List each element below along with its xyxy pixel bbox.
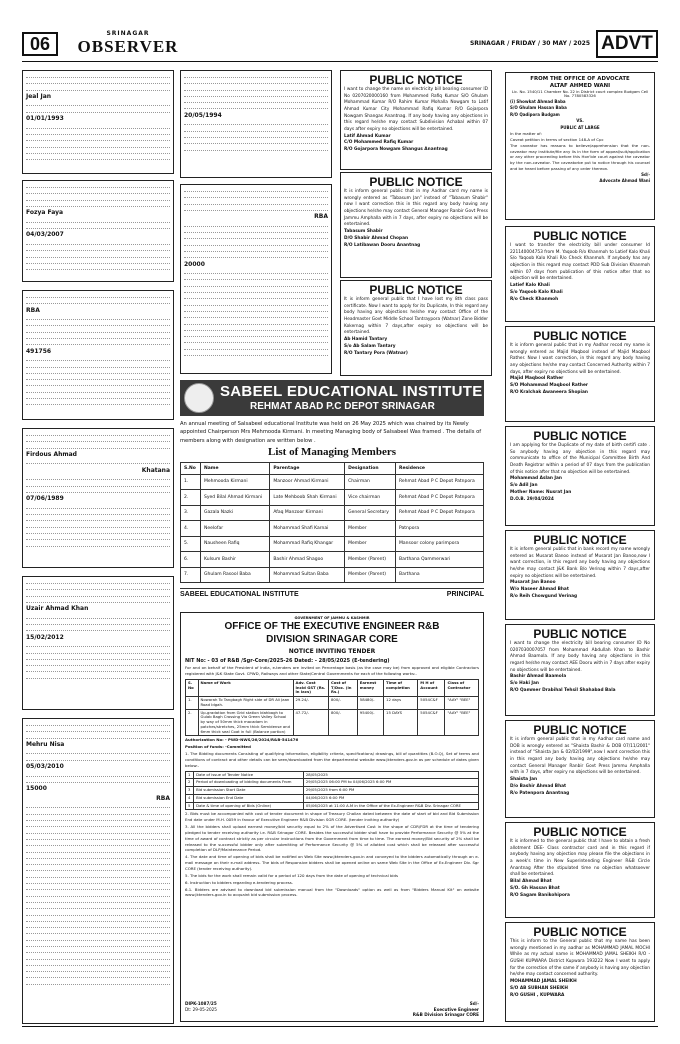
cell: 2.	[181, 490, 201, 506]
advocate-notice	[505, 72, 655, 220]
notice-sign-1: Mohammad Aslan Jan	[510, 476, 562, 482]
notice-sign-2: S/o Haki Jan	[510, 681, 539, 687]
public-notice-right-6	[505, 720, 655, 818]
tender-para-5: 5. The bids for the work shall remain valid for a period of 120 days from the date of opening of technical bids	[185, 872, 398, 878]
urdu-notice-date: 04/03/2007	[26, 231, 64, 239]
works-table	[185, 679, 479, 736]
table-row	[186, 794, 479, 802]
notice-body: I want to transfer the electricity bill under consumer Id 221140004753 from M. Yaqoob R/o Khanmoh to Latief Kalo Khali S/o Yaqoob Kalo Khali R/o Check Khanmoh. If anybody has any objection in this regard may contact PDD Sub Division Khanmoh within 07 days from publication of this notice after that no objection will be entertained.	[510, 243, 650, 282]
cell: Vice chairman	[345, 490, 396, 506]
urdu-notice-tag: RBA	[26, 306, 40, 314]
cell: Mansoor colony parimpora	[395, 536, 483, 552]
page-number: 06	[22, 32, 58, 56]
col-header: Name	[201, 463, 270, 475]
cell: Syed Bilal Ahmad Kirmani	[201, 490, 270, 506]
cell: Rehmat Abad P C Depot Patnpora	[395, 474, 483, 490]
cell: 12 days	[384, 697, 418, 709]
notice-sign-2: S/O AB SUBHAN SHEIKH	[510, 985, 568, 991]
public-notice-right-3	[505, 426, 655, 526]
notice-sign-1: MOHAMMAD JAMAL SHEIKH	[510, 978, 577, 984]
notice-sign-2: W/o Naseer Ahmad Bhat	[510, 587, 569, 593]
col-header: Cost of T/Doc. (in Rs.)	[329, 679, 358, 696]
cell: 05/06/2025 at 11:00 A.M in the Office of the Ex-Engineer R&B Div. Srinagar CORE	[303, 802, 478, 810]
tender-para-2: 2. Bids must be accompanied with cost of tender document in shape of Treasury Challan dated between the date of start of bid and Bid Submission End date under M.H. 0059 in favour of Executive Engineer R&B Division SGR CORE. (tender inviting authority)	[185, 811, 479, 823]
cell: Nausheen Rafiq	[201, 536, 270, 552]
sabeel-title: SABEEL EDUCATIONAL INSTITUTE	[220, 383, 483, 400]
cell: Rehmat Abad P C Depot Patnpora	[395, 505, 483, 521]
sabeel-footer	[180, 588, 484, 600]
cell: 1.	[186, 697, 199, 709]
urdu-notice-date: 01/01/1993	[26, 115, 64, 123]
page-header	[22, 28, 658, 62]
tender-auth: Authorization No: - PWD-NWS/26/2024/R&B-541476	[185, 737, 299, 743]
notice-sign-3: R/O Sagam Banikohipora	[510, 892, 570, 898]
cell: Member	[345, 536, 396, 552]
cell: Mohammad Shafi Karnai	[270, 521, 345, 537]
cell: 29/05/2025 06:00 PM to 04/06/2025 6:00 PM	[303, 779, 478, 787]
col-header: S. No	[186, 679, 199, 696]
tender-para-7: 6.1. Bidders are advised to download bid submission manual from the "Downloads" option as well as from "Bidders Manual Kit" on website www.jktenders.gov.in to acquaint bid submission process.	[185, 886, 479, 898]
advocate-heading-1: FROM THE OFFICE OF ADVOCATE	[530, 76, 630, 82]
dipk-number: DIPK-1087/25	[185, 1001, 217, 1007]
cell: 2	[186, 779, 194, 787]
table-row	[186, 709, 479, 736]
col-header: Name of Work	[198, 679, 293, 696]
col-header: Class of Contractor	[445, 679, 479, 696]
cell: Nowarah To Tangbagh Right side of DR Ali Jaan Road Idgah.	[198, 697, 293, 709]
notice-sign-1: Ab Hamid Tantary	[344, 336, 388, 342]
members-table	[180, 462, 484, 583]
urdu-notice-4	[22, 428, 174, 568]
notice-sign-2: C/O Mohammed Rafiq Kumar	[344, 140, 414, 146]
dateline: SRINAGAR / FRIDAY / 30 MAY / 2025	[469, 40, 590, 47]
sabeel-footer-right: PRINCIPAL	[446, 591, 484, 598]
notice-title: PUBLIC NOTICE	[533, 825, 627, 839]
notice-sign-3: R/o Patenpora Anantnag	[510, 790, 570, 796]
members-heading: List of Managing Members	[267, 446, 396, 458]
cell: Member	[345, 521, 396, 537]
cell: Afaq Manzoor Kirmani	[270, 505, 345, 521]
cell: "AAY" "BEE"	[445, 697, 479, 709]
cell: 28/05/2025	[303, 771, 478, 779]
notice-title: PUBLIC NOTICE	[369, 283, 463, 297]
cell: Manzoor Ahmad Kirmani	[270, 474, 345, 490]
urdu-notice-mid-1	[180, 70, 332, 178]
urdu-notice-amount: 15000	[26, 785, 47, 793]
table-row	[186, 787, 479, 795]
tender-sign-office: R&B Division Srinagar CORE	[412, 1011, 479, 1017]
notice-sign-3: R/O Tantary Pora (Watnar)	[344, 350, 408, 356]
table-row	[186, 771, 479, 779]
masthead-logo	[68, 30, 188, 56]
cell: 3.	[181, 505, 201, 521]
urdu-notice-date: 05/03/2010	[26, 763, 64, 771]
urdu-notice-mid-2	[180, 184, 332, 374]
notice-sign-1: Latif Ahmad Kumar	[344, 133, 391, 139]
table-row	[181, 474, 484, 490]
notice-title: PUBLIC NOTICE	[533, 229, 627, 243]
cell: Kulsum Bashir	[201, 552, 270, 568]
table-row	[181, 552, 484, 568]
urdu-notice-amount: 20000	[184, 260, 205, 268]
notice-sign-2: S/O Mohammad Maqbool Rather	[510, 383, 588, 389]
notice-title: PUBLIC NOTICE	[533, 533, 627, 547]
public-notice-mid-1	[340, 70, 492, 170]
notice-body: It is inform general public that in my Aadhar card name and DOB is wrongly entered as "Shaista Bashir & DOB 07/11/2001" instead of "Shaista Jan & 02/02/1999",now I want correction this in this regard any body having any objections he/she may contact General Manager Ranbir Govt Press Jammu Amphalla with in 7 days, after expiry no objections will be entertained.	[510, 737, 650, 776]
public-notice-right-8	[505, 922, 655, 1022]
col-header: Designation	[345, 463, 396, 475]
sabeel-footer-left: SABEEL EDUCATIONAL INSTITUTE	[180, 591, 299, 598]
cell: 47.72/-	[293, 709, 329, 736]
notice-sign-3: Mother Name: Nusrat Jan	[510, 490, 572, 496]
public-at-large: PUBLIC AT LARGE	[560, 124, 600, 130]
notice-sign-3: R/O Gojarpora Nowgam Shangus Anantnag	[344, 147, 448, 153]
cell: Mohammad Rafiq Khangar	[270, 536, 345, 552]
cell: Bashir Ahmad Shagoo	[270, 552, 345, 568]
urdu-notice-6	[22, 718, 174, 1024]
public-notice-right-1	[505, 226, 655, 322]
sabeel-banner	[180, 380, 484, 416]
party-line-1: (i) Showkat Ahmad Baba	[510, 98, 566, 104]
cell: 3	[186, 787, 194, 795]
section-label: ADVT	[596, 30, 658, 58]
notice-body: I am applying for the Duplicate of my date of birth certifi cate . So anybody having any objection in this regard may communicate to office of the Municipal Committee Birth And Death Registrar within a period of 07 days from the publication of this notice after that no objection will be entertained.	[510, 443, 650, 475]
bottom-rule	[22, 1026, 658, 1027]
cell: Patnpora	[395, 521, 483, 537]
cell: Neelofar	[201, 521, 270, 537]
cell: Date of issue of Tender Notice	[194, 771, 304, 779]
cell: Barthana Qammerwari	[395, 552, 483, 568]
cell: 58480/-	[357, 697, 383, 709]
urdu-notice-5	[22, 576, 174, 710]
table-row	[186, 779, 479, 787]
public-notice-right-4	[505, 530, 655, 620]
notice-title: PUBLIC NOTICE	[533, 627, 627, 641]
cell: 5	[186, 802, 194, 810]
sabeel-subtitle: REHMAT ABAD P.C DEPOT SRINAGAR	[250, 401, 435, 412]
public-notice-mid-2	[340, 172, 492, 278]
cell: Up-gradation from Grid station Idahbagh to Gulab Bagh Crossing Via Green Valley School by way of 50mm thick macadam in patches/stretches, 25mm thick Semidense and 6mm thick seal Coat in full (Balance portion)	[198, 709, 293, 736]
caveat-line: Caveat petition in terms of section 148-A of Cpc	[510, 136, 604, 142]
notice-title: PUBLIC NOTICE	[533, 429, 627, 443]
tender-funds: Position of funds: -Committed	[185, 744, 251, 750]
notice-sign-2: D/o Bashir Ahmad Bhat	[510, 783, 567, 789]
col-header: Earnest money	[357, 679, 383, 696]
cell: Chairman	[345, 474, 396, 490]
cell: 4	[186, 794, 194, 802]
col-header: Time of completion	[384, 679, 418, 696]
notice-sign-3: R/o Reih Chowgund Verinag	[510, 594, 578, 600]
cell: 29/05/2025 from 6:00 PM	[303, 787, 478, 795]
notice-body: I want to change the electricity bill bearing consumer ID No 0207030007057 from Mohammad Abdullah Khan to Bashir Ahmad Baamola. If any body having any objections in this regard he/she may contact AEE Dooru with in 7 days after expiry no objections will be entertained.	[510, 641, 650, 673]
notice-sign-3: R/O Kralchak Awaneera Shopian	[510, 390, 588, 396]
notice-body: It is inform general public that in my Aadhar recod my name is wrongly entered as Majid Maqbool instead of Majid Maqbool Rather. Now I want correction, in this regard any body having any objections he/she may contact Concerned Authority within 7 days, after expiry no objections will be entertained.	[510, 343, 650, 375]
notice-sign-3: R/O Latibawan Dooru Anantnag	[344, 242, 421, 248]
cell: Mohammad Sultan Baba	[270, 567, 345, 583]
tender-para-3: 3. All the bidders shall upload earnest money/bid security equal to 2% of the Advertised Cost in the shape of CDR/FDR at the time of tendering pledged to tender receiving authority i.e. R&B Srinagar CORE. Besides the successful bidder shall have to provide Performance Security @ 5% at the time of award of contract strictly as per circular instructions from the Government from time to time. The earnest money/Bid security of 2% shall be released to the successful bidder only after submitting of Performance Security @ 5% of allotted cost which shall be released after successful completion of DLP/Maintenance Period.	[185, 823, 479, 853]
tender-office-1: OFFICE OF THE EXECUTIVE ENGINEER R&B	[224, 621, 440, 633]
masthead-name: OBSERVER	[77, 36, 179, 56]
notice-body: I want to change the name on electricity bill bearing consumer ID No 0207020000160 from Mohammed Rafiq Kumar S/O Ghulam Mohammad Kumar R/O Rahim Kumar Mohalla Nowgam to Latif Ahmad Kumar City Mohammad Rafiq Kumar R/O Gojarpora Nowgam Shangas Anantnag. If any body having any objections in this regard he/she may contact Subdivision Achabal within 07 days after expiry no objections will be entertained.	[344, 87, 488, 132]
cell: 04/06/2025 6:00 PM	[303, 794, 478, 802]
cell: 29.24/-	[293, 697, 329, 709]
advocate-sd: Sd/-	[641, 171, 650, 177]
notice-sign-1: Majid Maqbool Rather	[510, 376, 564, 382]
table-row	[181, 505, 484, 521]
public-notice-right-7	[505, 822, 655, 918]
advocate-body: The caveator has reasons to believe/apprehension that the non-caveator may institute/file any lis in the form of appeal/suit/application or any other proceeding before this Hon'ble court against the caveator by the non-caveator. The caveatorbe put to notice through his counsel and be heard before passing of any order thereon.	[510, 142, 650, 172]
tender-para-4: 4. The date and time of opening of bids shall be notified on Web Site www.jktenders.gov.in and conveyed to the bidders automatically through an e-mail message on their e-mail address. The bids of Responsive bidders shall be opened online on same Web Site in the Office of Ex.Engineer Div. Sgr CORE (tender receiving authority).	[185, 854, 479, 871]
tender-footer	[185, 1001, 479, 1017]
cell: Period of downloading of bidding documents From	[194, 779, 304, 787]
col-header: M H of Account	[418, 679, 445, 696]
cell: 95400/-	[357, 709, 383, 736]
notice-sign-2: D/O Shabir Ahmad Chopan	[344, 235, 409, 241]
tender-office-2: DIVISION SRINAGAR CORE	[266, 634, 398, 646]
table-row	[186, 802, 479, 810]
urdu-notice-2	[22, 180, 174, 282]
table-row	[181, 567, 484, 583]
cell: 800/-	[329, 697, 358, 709]
urdu-notice-date: 15/02/2012	[26, 633, 64, 641]
dipk-date: Dt: 29-05-2025	[185, 1006, 217, 1012]
col-header: Residence	[395, 463, 483, 475]
urdu-notice-date: 07/06/1989	[26, 495, 64, 503]
urdu-notice-name: Jeal Jan	[26, 92, 52, 100]
cell: 1	[186, 771, 194, 779]
notice-sign-3: R/o Check Khanmoh	[510, 296, 559, 302]
cell: General Secretary	[345, 505, 396, 521]
matter-line: In the matter of:	[510, 130, 542, 136]
public-notice-right-5	[505, 624, 655, 716]
notice-body: It is inform general public that I have lost my 8th class pass certificate. Now I want to apply for its Duplicate, In this regard any body having any objections he/she may contact Office of the Headmaster Govt Middle School Tantraypora (Watnar) Zone Bidder Kokernag within 7 days,after expiry no objections will be entertained.	[344, 297, 488, 336]
cell: 1.	[181, 474, 201, 490]
advocate-sign: Advocate Ahmad Wani	[599, 178, 650, 184]
urdu-notice-name: Firdous Ahmad	[26, 450, 77, 458]
schedule-table	[185, 771, 479, 811]
notice-sign-2: S/O. Gh Hassan Bhat	[510, 885, 560, 891]
urdu-notice-1	[22, 70, 174, 174]
advocate-heading-2: ALTAF AHMED WANI	[549, 82, 611, 89]
col-header: S.No	[181, 463, 201, 475]
public-notice-mid-3	[340, 280, 492, 376]
cell: Ghulam Rasool Baba	[201, 567, 270, 583]
cell: Bid submission Start Date	[194, 787, 304, 795]
notice-title: PUBLIC NOTICE	[369, 175, 463, 189]
tender-gov: GOVERNMENT OF JAMMU & KASHMIR	[294, 616, 370, 620]
cell: 5054C&F	[418, 709, 445, 736]
party-line-2: S/O Ghulam Hassan Baba	[510, 105, 567, 111]
notice-title: PUBLIC NOTICE	[369, 73, 463, 87]
tender-notice	[180, 612, 484, 1022]
notice-body: It is inform general public that in bank record my name wrongly entered as Musarat Banoo instead of Musarat Jan Banoo,now I want correction, in this regard any body having any objections he/she may contact J&K Bank B/o Verinag within 7 days,after expiry no objections will be entertained.	[510, 547, 650, 579]
cell: "AAY" "BEE"	[445, 709, 479, 736]
sabeel-notice	[180, 380, 484, 606]
tender-nit-number: NIT No: - 03 of R&B /Sgr-Core/2025-26 Dated: - 28/05/2025 (E-tendering)	[185, 657, 390, 664]
tender-para-1: 1. The Bidding documents Consisting of qualifying information, eligibility criteria, specifications/ drawings, bill of quantities (B.O.Q), Set of terms and conditions of contract and other details can be seen/downloaded from the departmental website www.jktenders.gov.in as per schedule of dates given below:-	[185, 751, 479, 768]
urdu-notice-3	[22, 290, 174, 420]
tender-nit: NOTICE INVITING TENDER	[288, 648, 376, 656]
notice-sign-3: R/O GUSHI , KUPWARA	[510, 992, 565, 998]
tender-intro: For and on behalf of the President of India, e-tenders are invited on Percentage basis (as the case may be) from approved and eligible Contractors registered with J&K State Govt. CPWD, Railways and other State/Central Governments for each of the following works:-	[185, 665, 479, 677]
cell: Barthana	[395, 567, 483, 583]
party-line-3: R/O Qadipora Budgam	[510, 111, 560, 117]
cell: 4.	[181, 521, 201, 537]
cell: Date & time of opening of Bids (Online)	[194, 802, 304, 810]
notice-body: It is inform general public that in my Aadhar card my name is wrongly entered as "Tabasum Jan" instead of "Tabasum Shabir" now I want correction this in this regard any body having any objections he/she may contact General Manager Ranbir Govt Press Jammu Amphalla with in 7 days, after expiry no objections will be entertained.	[344, 189, 489, 228]
notice-sign-2: S/o Yaqoob Kalo Khali	[510, 289, 563, 295]
notice-sign-1: Shaista Jan	[510, 776, 538, 782]
table-row	[181, 490, 484, 506]
sabeel-paragraph: An annual meeting of Salsabeel educational Institute was held on 26 May 2025 which was chaired by its Newly appointed Chairperson Mrs Mehmooda Kirmani. In meeting Managing body of Salsabeel Was framed . The details of members along with designation are written below .	[180, 421, 482, 444]
notice-title: PUBLIC NOTICE	[533, 925, 627, 939]
tender-sd: Sd/-	[469, 1001, 479, 1007]
cell: Member (Parent)	[345, 552, 396, 568]
tender-sign-title: Executive Engineer	[433, 1006, 479, 1012]
advocate-license: Lic. No. 1540/11 Chamber No. 22 in District court complex Budgam Cell No. 7780583326	[511, 88, 649, 99]
table-row	[181, 536, 484, 552]
table-row	[186, 697, 479, 709]
cell: Rehmat Abad P C Depot Patnpora	[395, 490, 483, 506]
institute-emblem-icon	[184, 383, 214, 413]
tender-para-6: 6. Instruction to bidders regarding e-tendering process.	[185, 879, 293, 885]
urdu-notice-tag: RBA	[156, 794, 170, 802]
urdu-notice-place: Khatana	[141, 466, 170, 474]
notice-body: This is inform to the General public that my name has been wrongly mentioned in my aadhar as MOHAMMAD JAMAL MOCHI While as my actual name is MOHAMMAD JAMAL SHEIKH R/O -GUSHI KUPWARA District Kupwara 193222 Now I want to apply for the correction of the same if anybody is having any objection he/she may contact concerned authority.	[510, 939, 650, 978]
notice-sign-1: Bilal Ahmad Bhat	[510, 878, 552, 884]
notice-title: PUBLIC NOTICE	[533, 329, 627, 343]
cell: 5.	[181, 536, 201, 552]
urdu-notice-name: Uzair Ahmad Khan	[26, 605, 89, 613]
urdu-notice-name: Mehru Nisa	[26, 740, 65, 748]
cell: Member (Parent)	[345, 567, 396, 583]
urdu-notice-name: Fozya Faya	[26, 209, 64, 217]
notice-sign-4: D.O.B. 29/04/2024	[510, 496, 554, 502]
cell: 5054C&F	[418, 697, 445, 709]
cell: Bid submission End Date	[194, 794, 304, 802]
cell: Late Mehboob Shah Kirmani	[270, 490, 345, 506]
cell: 7.	[181, 567, 201, 583]
notice-sign-1: Bashir Ahmad Baamola	[510, 674, 567, 680]
notice-sign-2: S/o Ab Salam Tantary	[344, 343, 396, 349]
cell: 800/-	[329, 709, 358, 736]
cell: 6.	[181, 552, 201, 568]
urdu-notice-date: 491756	[26, 347, 52, 355]
notice-sign-1: Latief Kalo Khali	[510, 282, 550, 288]
versus: VS.	[576, 118, 584, 124]
cell: Gazala Nazki	[201, 505, 270, 521]
urdu-notice-date: 20/05/1994	[184, 111, 222, 119]
masthead-city: SRINAGAR	[106, 30, 150, 37]
public-notice-right-2	[505, 326, 655, 422]
notice-sign-1: Tabasum Shabir	[344, 228, 383, 234]
cell: 15 DAYS	[384, 709, 418, 736]
notice-sign-3: R/O Qammer Drabihal Tehsil Shahabad Bala	[510, 688, 616, 694]
col-header: Adv. Cost Incld GST (Rs. in lacs)	[293, 679, 329, 696]
notice-sign-2: S/o Adil Jan	[510, 483, 538, 489]
notice-sign-1: Musarat Jan Banoo	[510, 580, 556, 586]
cell: 2.	[186, 709, 199, 736]
notice-title: PUBLIC NOTICE	[533, 723, 627, 737]
notice-body: It is informed to the general public that I have to obtain a fresh allotment DEE- Class contractor card and in this regard if anybody having any objection may please file the objections in a week's time in New Superintending Engineer R&B Circle Anantnag After the stipulated time no objection whatsoever shall be entertained.	[510, 839, 650, 878]
cell: Mehmooda Kirmani	[201, 474, 270, 490]
col-header: Parentage	[270, 463, 345, 475]
urdu-notice-tag: RBA	[314, 213, 328, 221]
table-row	[181, 521, 484, 537]
